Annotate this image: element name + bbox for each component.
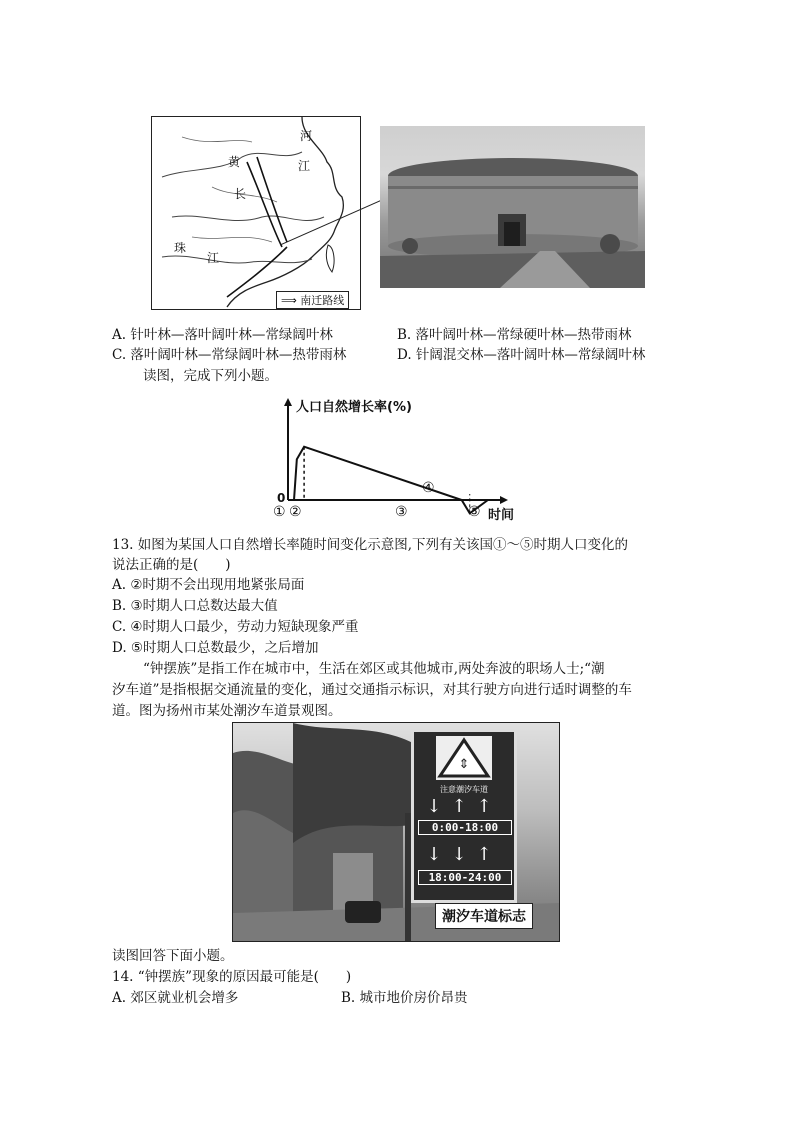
chart-marker-2: ② xyxy=(289,504,302,520)
chart-y-label: 人口自然增长率(%) xyxy=(296,400,412,415)
map-label-chang: 长 xyxy=(234,187,247,201)
q14-option-a: A. 郊区就业机会增多 xyxy=(112,990,239,1006)
q12-option-a: A. 针叶林—落叶阔叶林—常绿阔叶林 xyxy=(112,327,333,343)
map-label-huang: 黄 xyxy=(228,155,241,169)
chart-series-line xyxy=(294,447,488,514)
q13-stem-line2: 说法正确的是( ) xyxy=(112,557,231,573)
chart-x-label: 时间 xyxy=(488,508,515,523)
earth-building-drawing xyxy=(380,126,645,288)
chart-marker-3: ③ xyxy=(395,504,408,520)
svg-text:⇕: ⇕ xyxy=(458,757,470,772)
map-label-he: 河 xyxy=(300,129,313,143)
q13-option-a: A. ②时期不会出现用地紧张局面 xyxy=(112,577,305,593)
chart-marker-5: ⑤ xyxy=(468,504,481,520)
chart-origin-label: 0 xyxy=(277,491,286,505)
sign-time-2: 18:00-24:00 xyxy=(418,870,512,885)
sign-arrows-bottom: ↓↓↑ xyxy=(426,844,502,865)
sign-time-1: 0:00-18:00 xyxy=(418,820,512,835)
map-legend xyxy=(276,291,349,309)
q13-stem-line1: 13. 如图为某国人口自然增长率随时间变化示意图,下列有关该国①～⑤时期人口变化的 xyxy=(112,537,629,553)
q13-option-b: B. ③时期人口总数达最大值 xyxy=(112,598,278,614)
q14-stem: 14. “钟摆族”现象的原因最可能是( ) xyxy=(112,969,352,985)
q13-option-c: C. ④时期人口最少，劳动力短缺现象严重 xyxy=(112,619,359,635)
passage-line1: “钟摆族”是指工作在城市中，生活在郊区或其他城市,两处奔波的职场人士;“潮 xyxy=(143,661,605,677)
photo-caption: 潮汐车道标志 xyxy=(435,903,533,929)
passage-line2: 汐车道”是指根据交通流量的变化，通过交通指示标识，对其行驶方向进行适时调整的车 xyxy=(112,682,632,698)
population-growth-chart xyxy=(270,392,530,527)
map-label-jiang-2: 江 xyxy=(207,251,220,265)
q12-option-b: B. 落叶阔叶林—常绿硬叶林—热带雨林 xyxy=(397,327,632,343)
chart-marker-4: ④ xyxy=(422,480,435,496)
chart-y-axis-arrow xyxy=(284,398,292,406)
q13-option-d: D. ⑤时期人口总数最少，之后增加 xyxy=(112,640,319,656)
chart-x-axis-arrow xyxy=(500,496,508,504)
q12-option-d: D. 针阔混交林—落叶阔叶林—常绿阔叶林 xyxy=(397,347,646,363)
q12-option-c: C. 落叶阔叶林—常绿阔叶林—热带雨林 xyxy=(112,347,347,363)
warning-triangle-icon xyxy=(414,732,514,784)
tidal-lane-sign xyxy=(411,729,517,903)
q14-option-b: B. 城市地价房价昂贵 xyxy=(341,990,468,1006)
connector-line xyxy=(280,150,390,250)
instruction-read-figure: 读图，完成下列小题。 xyxy=(143,368,278,384)
map-label-zhu: 珠 xyxy=(174,241,187,255)
legend-label: 南迁路线 xyxy=(300,294,345,307)
arrow-right-icon: ⟹ xyxy=(281,294,297,307)
sign-title: 注意潮汐车道 xyxy=(440,785,488,794)
instruction-answer: 读图回答下面小题。 xyxy=(112,948,234,964)
chart-marker-1: ① xyxy=(273,504,286,520)
map-label-jiang-1: 江 xyxy=(298,159,311,173)
earth-building-photo xyxy=(380,126,645,288)
sign-arrows-top: ↓↑↑ xyxy=(426,796,502,817)
passage-line3: 道。图为扬州市某处潮汐车道景观图。 xyxy=(112,703,342,719)
tidal-lane-photo xyxy=(232,722,560,942)
